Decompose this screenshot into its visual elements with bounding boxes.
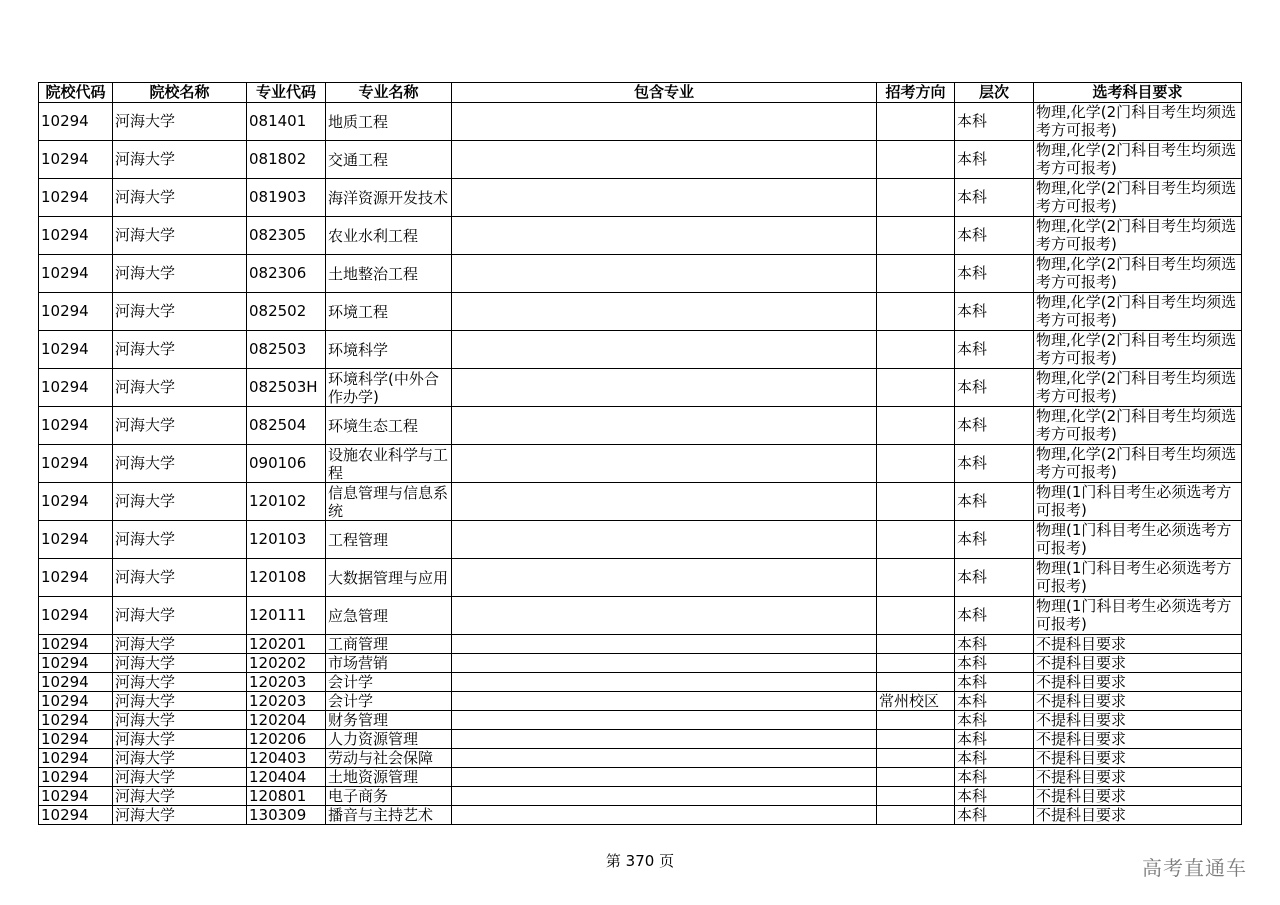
cell-level: 本科	[955, 483, 1034, 521]
cell-major-name: 环境科学	[326, 331, 452, 369]
cell-direction	[877, 293, 955, 331]
cell-major-name: 环境工程	[326, 293, 452, 331]
cell-major-name: 农业水利工程	[326, 217, 452, 255]
cell-major-name: 地质工程	[326, 103, 452, 141]
cell-level: 本科	[955, 293, 1034, 331]
cell-school-code: 10294	[39, 787, 113, 806]
cell-direction	[877, 255, 955, 293]
cell-school-code: 10294	[39, 141, 113, 179]
table-row	[39, 293, 1242, 331]
header-included-majors: 包含专业	[452, 83, 877, 103]
cell-level: 本科	[955, 635, 1034, 654]
cell-school-code: 10294	[39, 692, 113, 711]
cell-school-name: 河海大学	[113, 749, 247, 768]
cell-major-code: 081802	[247, 141, 326, 179]
cell-major-code: 082502	[247, 293, 326, 331]
cell-school-name: 河海大学	[113, 521, 247, 559]
cell-major-code: 090106	[247, 445, 326, 483]
cell-level: 本科	[955, 217, 1034, 255]
table-row	[39, 521, 1242, 559]
cell-level: 本科	[955, 331, 1034, 369]
table-row	[39, 768, 1242, 787]
table-row	[39, 654, 1242, 673]
cell-included-majors	[452, 787, 877, 806]
cell-major-name: 海洋资源开发技术	[326, 179, 452, 217]
cell-subject-requirements: 物理,化学(2门科目考生均须选考方可报考)	[1034, 103, 1242, 141]
cell-school-code: 10294	[39, 103, 113, 141]
table-row	[39, 331, 1242, 369]
cell-included-majors	[452, 293, 877, 331]
cell-school-code: 10294	[39, 331, 113, 369]
cell-school-name: 河海大学	[113, 692, 247, 711]
cell-direction	[877, 654, 955, 673]
cell-included-majors	[452, 711, 877, 730]
cell-major-name: 环境生态工程	[326, 407, 452, 445]
cell-school-name: 河海大学	[113, 483, 247, 521]
cell-level: 本科	[955, 730, 1034, 749]
cell-school-code: 10294	[39, 483, 113, 521]
cell-included-majors	[452, 103, 877, 141]
cell-major-code: 120202	[247, 654, 326, 673]
cell-major-name: 市场营销	[326, 654, 452, 673]
cell-major-name: 播音与主持艺术	[326, 806, 452, 825]
cell-subject-requirements: 不提科目要求	[1034, 768, 1242, 787]
cell-major-code: 120403	[247, 749, 326, 768]
cell-direction	[877, 768, 955, 787]
cell-major-code: 082503H	[247, 369, 326, 407]
cell-school-code: 10294	[39, 673, 113, 692]
cell-major-name: 会计学	[326, 692, 452, 711]
cell-level: 本科	[955, 749, 1034, 768]
cell-major-code: 120108	[247, 559, 326, 597]
table-row	[39, 369, 1242, 407]
table-row	[39, 179, 1242, 217]
cell-included-majors	[452, 635, 877, 654]
header-subject-requirements: 选考科目要求	[1034, 83, 1242, 103]
cell-major-name: 会计学	[326, 673, 452, 692]
table-row	[39, 749, 1242, 768]
table-row	[39, 483, 1242, 521]
cell-school-name: 河海大学	[113, 217, 247, 255]
cell-major-code: 120801	[247, 787, 326, 806]
cell-subject-requirements: 物理,化学(2门科目考生均须选考方可报考)	[1034, 179, 1242, 217]
cell-school-code: 10294	[39, 806, 113, 825]
table-row	[39, 255, 1242, 293]
cell-direction	[877, 711, 955, 730]
cell-major-code: 120102	[247, 483, 326, 521]
cell-school-name: 河海大学	[113, 730, 247, 749]
cell-included-majors	[452, 730, 877, 749]
cell-school-code: 10294	[39, 445, 113, 483]
cell-school-name: 河海大学	[113, 806, 247, 825]
cell-school-name: 河海大学	[113, 673, 247, 692]
cell-school-name: 河海大学	[113, 654, 247, 673]
cell-level: 本科	[955, 445, 1034, 483]
cell-direction	[877, 369, 955, 407]
cell-school-name: 河海大学	[113, 331, 247, 369]
cell-major-name: 工程管理	[326, 521, 452, 559]
header-level: 层次	[955, 83, 1034, 103]
cell-subject-requirements: 物理(1门科目考生必须选考方可报考)	[1034, 521, 1242, 559]
cell-included-majors	[452, 217, 877, 255]
cell-school-name: 河海大学	[113, 559, 247, 597]
cell-school-code: 10294	[39, 730, 113, 749]
cell-subject-requirements: 物理,化学(2门科目考生均须选考方可报考)	[1034, 369, 1242, 407]
cell-subject-requirements: 物理,化学(2门科目考生均须选考方可报考)	[1034, 331, 1242, 369]
table-row	[39, 217, 1242, 255]
table-row	[39, 730, 1242, 749]
cell-level: 本科	[955, 692, 1034, 711]
cell-direction	[877, 217, 955, 255]
cell-school-code: 10294	[39, 768, 113, 787]
cell-subject-requirements: 不提科目要求	[1034, 692, 1242, 711]
header-major-code: 专业代码	[247, 83, 326, 103]
cell-level: 本科	[955, 673, 1034, 692]
cell-major-code: 120404	[247, 768, 326, 787]
table-row	[39, 692, 1242, 711]
cell-school-code: 10294	[39, 179, 113, 217]
cell-level: 本科	[955, 559, 1034, 597]
cell-major-name: 环境科学(中外合作办学)	[326, 369, 452, 407]
cell-included-majors	[452, 331, 877, 369]
cell-school-code: 10294	[39, 749, 113, 768]
cell-subject-requirements: 不提科目要求	[1034, 673, 1242, 692]
cell-included-majors	[452, 141, 877, 179]
table-row	[39, 445, 1242, 483]
cell-subject-requirements: 不提科目要求	[1034, 749, 1242, 768]
cell-subject-requirements: 物理(1门科目考生必须选考方可报考)	[1034, 559, 1242, 597]
cell-school-name: 河海大学	[113, 787, 247, 806]
cell-school-code: 10294	[39, 255, 113, 293]
cell-major-name: 工商管理	[326, 635, 452, 654]
cell-major-name: 设施农业科学与工程	[326, 445, 452, 483]
cell-direction	[877, 635, 955, 654]
table-row	[39, 559, 1242, 597]
cell-direction	[877, 521, 955, 559]
cell-major-name: 电子商务	[326, 787, 452, 806]
cell-included-majors	[452, 597, 877, 635]
page-number: 第 370 页	[605, 852, 675, 870]
cell-school-name: 河海大学	[113, 597, 247, 635]
header-row	[39, 83, 1242, 103]
cell-major-name: 土地整治工程	[326, 255, 452, 293]
admission-requirements-table	[38, 82, 1242, 825]
cell-school-code: 10294	[39, 654, 113, 673]
cell-major-name: 财务管理	[326, 711, 452, 730]
cell-level: 本科	[955, 255, 1034, 293]
cell-major-name: 信息管理与信息系统	[326, 483, 452, 521]
cell-major-code: 120103	[247, 521, 326, 559]
cell-major-name: 人力资源管理	[326, 730, 452, 749]
cell-included-majors	[452, 749, 877, 768]
table-body	[39, 103, 1242, 825]
cell-school-name: 河海大学	[113, 768, 247, 787]
cell-school-code: 10294	[39, 635, 113, 654]
cell-level: 本科	[955, 597, 1034, 635]
header-major-name: 专业名称	[326, 83, 452, 103]
cell-subject-requirements: 物理,化学(2门科目考生均须选考方可报考)	[1034, 293, 1242, 331]
cell-included-majors	[452, 179, 877, 217]
cell-level: 本科	[955, 141, 1034, 179]
cell-major-name: 大数据管理与应用	[326, 559, 452, 597]
cell-subject-requirements: 物理,化学(2门科目考生均须选考方可报考)	[1034, 255, 1242, 293]
cell-direction: 常州校区	[877, 692, 955, 711]
table-row	[39, 806, 1242, 825]
cell-major-code: 120203	[247, 673, 326, 692]
cell-direction	[877, 559, 955, 597]
cell-included-majors	[452, 806, 877, 825]
cell-school-name: 河海大学	[113, 369, 247, 407]
cell-subject-requirements: 不提科目要求	[1034, 711, 1242, 730]
cell-major-code: 081903	[247, 179, 326, 217]
cell-included-majors	[452, 768, 877, 787]
cell-level: 本科	[955, 787, 1034, 806]
cell-school-code: 10294	[39, 597, 113, 635]
cell-included-majors	[452, 483, 877, 521]
cell-direction	[877, 806, 955, 825]
cell-major-name: 应急管理	[326, 597, 452, 635]
cell-school-name: 河海大学	[113, 141, 247, 179]
cell-level: 本科	[955, 369, 1034, 407]
cell-direction	[877, 749, 955, 768]
cell-subject-requirements: 物理(1门科目考生必须选考方可报考)	[1034, 597, 1242, 635]
cell-school-code: 10294	[39, 369, 113, 407]
cell-major-code: 082305	[247, 217, 326, 255]
cell-subject-requirements: 不提科目要求	[1034, 635, 1242, 654]
cell-level: 本科	[955, 806, 1034, 825]
cell-school-code: 10294	[39, 711, 113, 730]
cell-major-code: 081401	[247, 103, 326, 141]
table-row	[39, 673, 1242, 692]
table-row	[39, 635, 1242, 654]
cell-included-majors	[452, 255, 877, 293]
watermark-logo-text: 高考直通车	[1142, 856, 1247, 880]
cell-direction	[877, 673, 955, 692]
cell-school-name: 河海大学	[113, 179, 247, 217]
cell-major-code: 120204	[247, 711, 326, 730]
cell-major-code: 082503	[247, 331, 326, 369]
cell-subject-requirements: 物理(1门科目考生必须选考方可报考)	[1034, 483, 1242, 521]
cell-direction	[877, 445, 955, 483]
cell-major-code: 082306	[247, 255, 326, 293]
cell-school-name: 河海大学	[113, 711, 247, 730]
cell-direction	[877, 730, 955, 749]
header-school-name: 院校名称	[113, 83, 247, 103]
cell-subject-requirements: 物理,化学(2门科目考生均须选考方可报考)	[1034, 217, 1242, 255]
cell-direction	[877, 407, 955, 445]
cell-school-name: 河海大学	[113, 255, 247, 293]
cell-major-name: 土地资源管理	[326, 768, 452, 787]
table-row	[39, 141, 1242, 179]
cell-direction	[877, 179, 955, 217]
cell-major-code: 130309	[247, 806, 326, 825]
table-row	[39, 711, 1242, 730]
cell-school-code: 10294	[39, 521, 113, 559]
table-row	[39, 407, 1242, 445]
cell-subject-requirements: 物理,化学(2门科目考生均须选考方可报考)	[1034, 141, 1242, 179]
cell-major-code: 082504	[247, 407, 326, 445]
cell-major-name: 交通工程	[326, 141, 452, 179]
cell-major-code: 120201	[247, 635, 326, 654]
cell-direction	[877, 331, 955, 369]
cell-subject-requirements: 不提科目要求	[1034, 787, 1242, 806]
table-row	[39, 787, 1242, 806]
cell-school-name: 河海大学	[113, 635, 247, 654]
cell-school-name: 河海大学	[113, 407, 247, 445]
cell-school-code: 10294	[39, 407, 113, 445]
cell-included-majors	[452, 692, 877, 711]
cell-included-majors	[452, 369, 877, 407]
cell-included-majors	[452, 559, 877, 597]
cell-level: 本科	[955, 407, 1034, 445]
cell-included-majors	[452, 654, 877, 673]
cell-included-majors	[452, 407, 877, 445]
cell-school-code: 10294	[39, 217, 113, 255]
cell-major-name: 劳动与社会保障	[326, 749, 452, 768]
cell-major-code: 120206	[247, 730, 326, 749]
cell-school-code: 10294	[39, 293, 113, 331]
cell-included-majors	[452, 673, 877, 692]
cell-direction	[877, 141, 955, 179]
cell-school-name: 河海大学	[113, 103, 247, 141]
cell-level: 本科	[955, 179, 1034, 217]
cell-subject-requirements: 物理,化学(2门科目考生均须选考方可报考)	[1034, 445, 1242, 483]
cell-level: 本科	[955, 103, 1034, 141]
header-direction: 招考方向	[877, 83, 955, 103]
cell-subject-requirements: 物理,化学(2门科目考生均须选考方可报考)	[1034, 407, 1242, 445]
cell-level: 本科	[955, 654, 1034, 673]
cell-direction	[877, 103, 955, 141]
cell-subject-requirements: 不提科目要求	[1034, 806, 1242, 825]
cell-major-code: 120111	[247, 597, 326, 635]
cell-school-name: 河海大学	[113, 293, 247, 331]
header-school-code: 院校代码	[39, 83, 113, 103]
cell-subject-requirements: 不提科目要求	[1034, 730, 1242, 749]
cell-subject-requirements: 不提科目要求	[1034, 654, 1242, 673]
table-row	[39, 597, 1242, 635]
cell-level: 本科	[955, 521, 1034, 559]
cell-school-name: 河海大学	[113, 445, 247, 483]
cell-level: 本科	[955, 711, 1034, 730]
cell-level: 本科	[955, 768, 1034, 787]
cell-included-majors	[452, 521, 877, 559]
cell-direction	[877, 597, 955, 635]
cell-included-majors	[452, 445, 877, 483]
cell-major-code: 120203	[247, 692, 326, 711]
cell-direction	[877, 787, 955, 806]
cell-direction	[877, 483, 955, 521]
table-row	[39, 103, 1242, 141]
cell-school-code: 10294	[39, 559, 113, 597]
